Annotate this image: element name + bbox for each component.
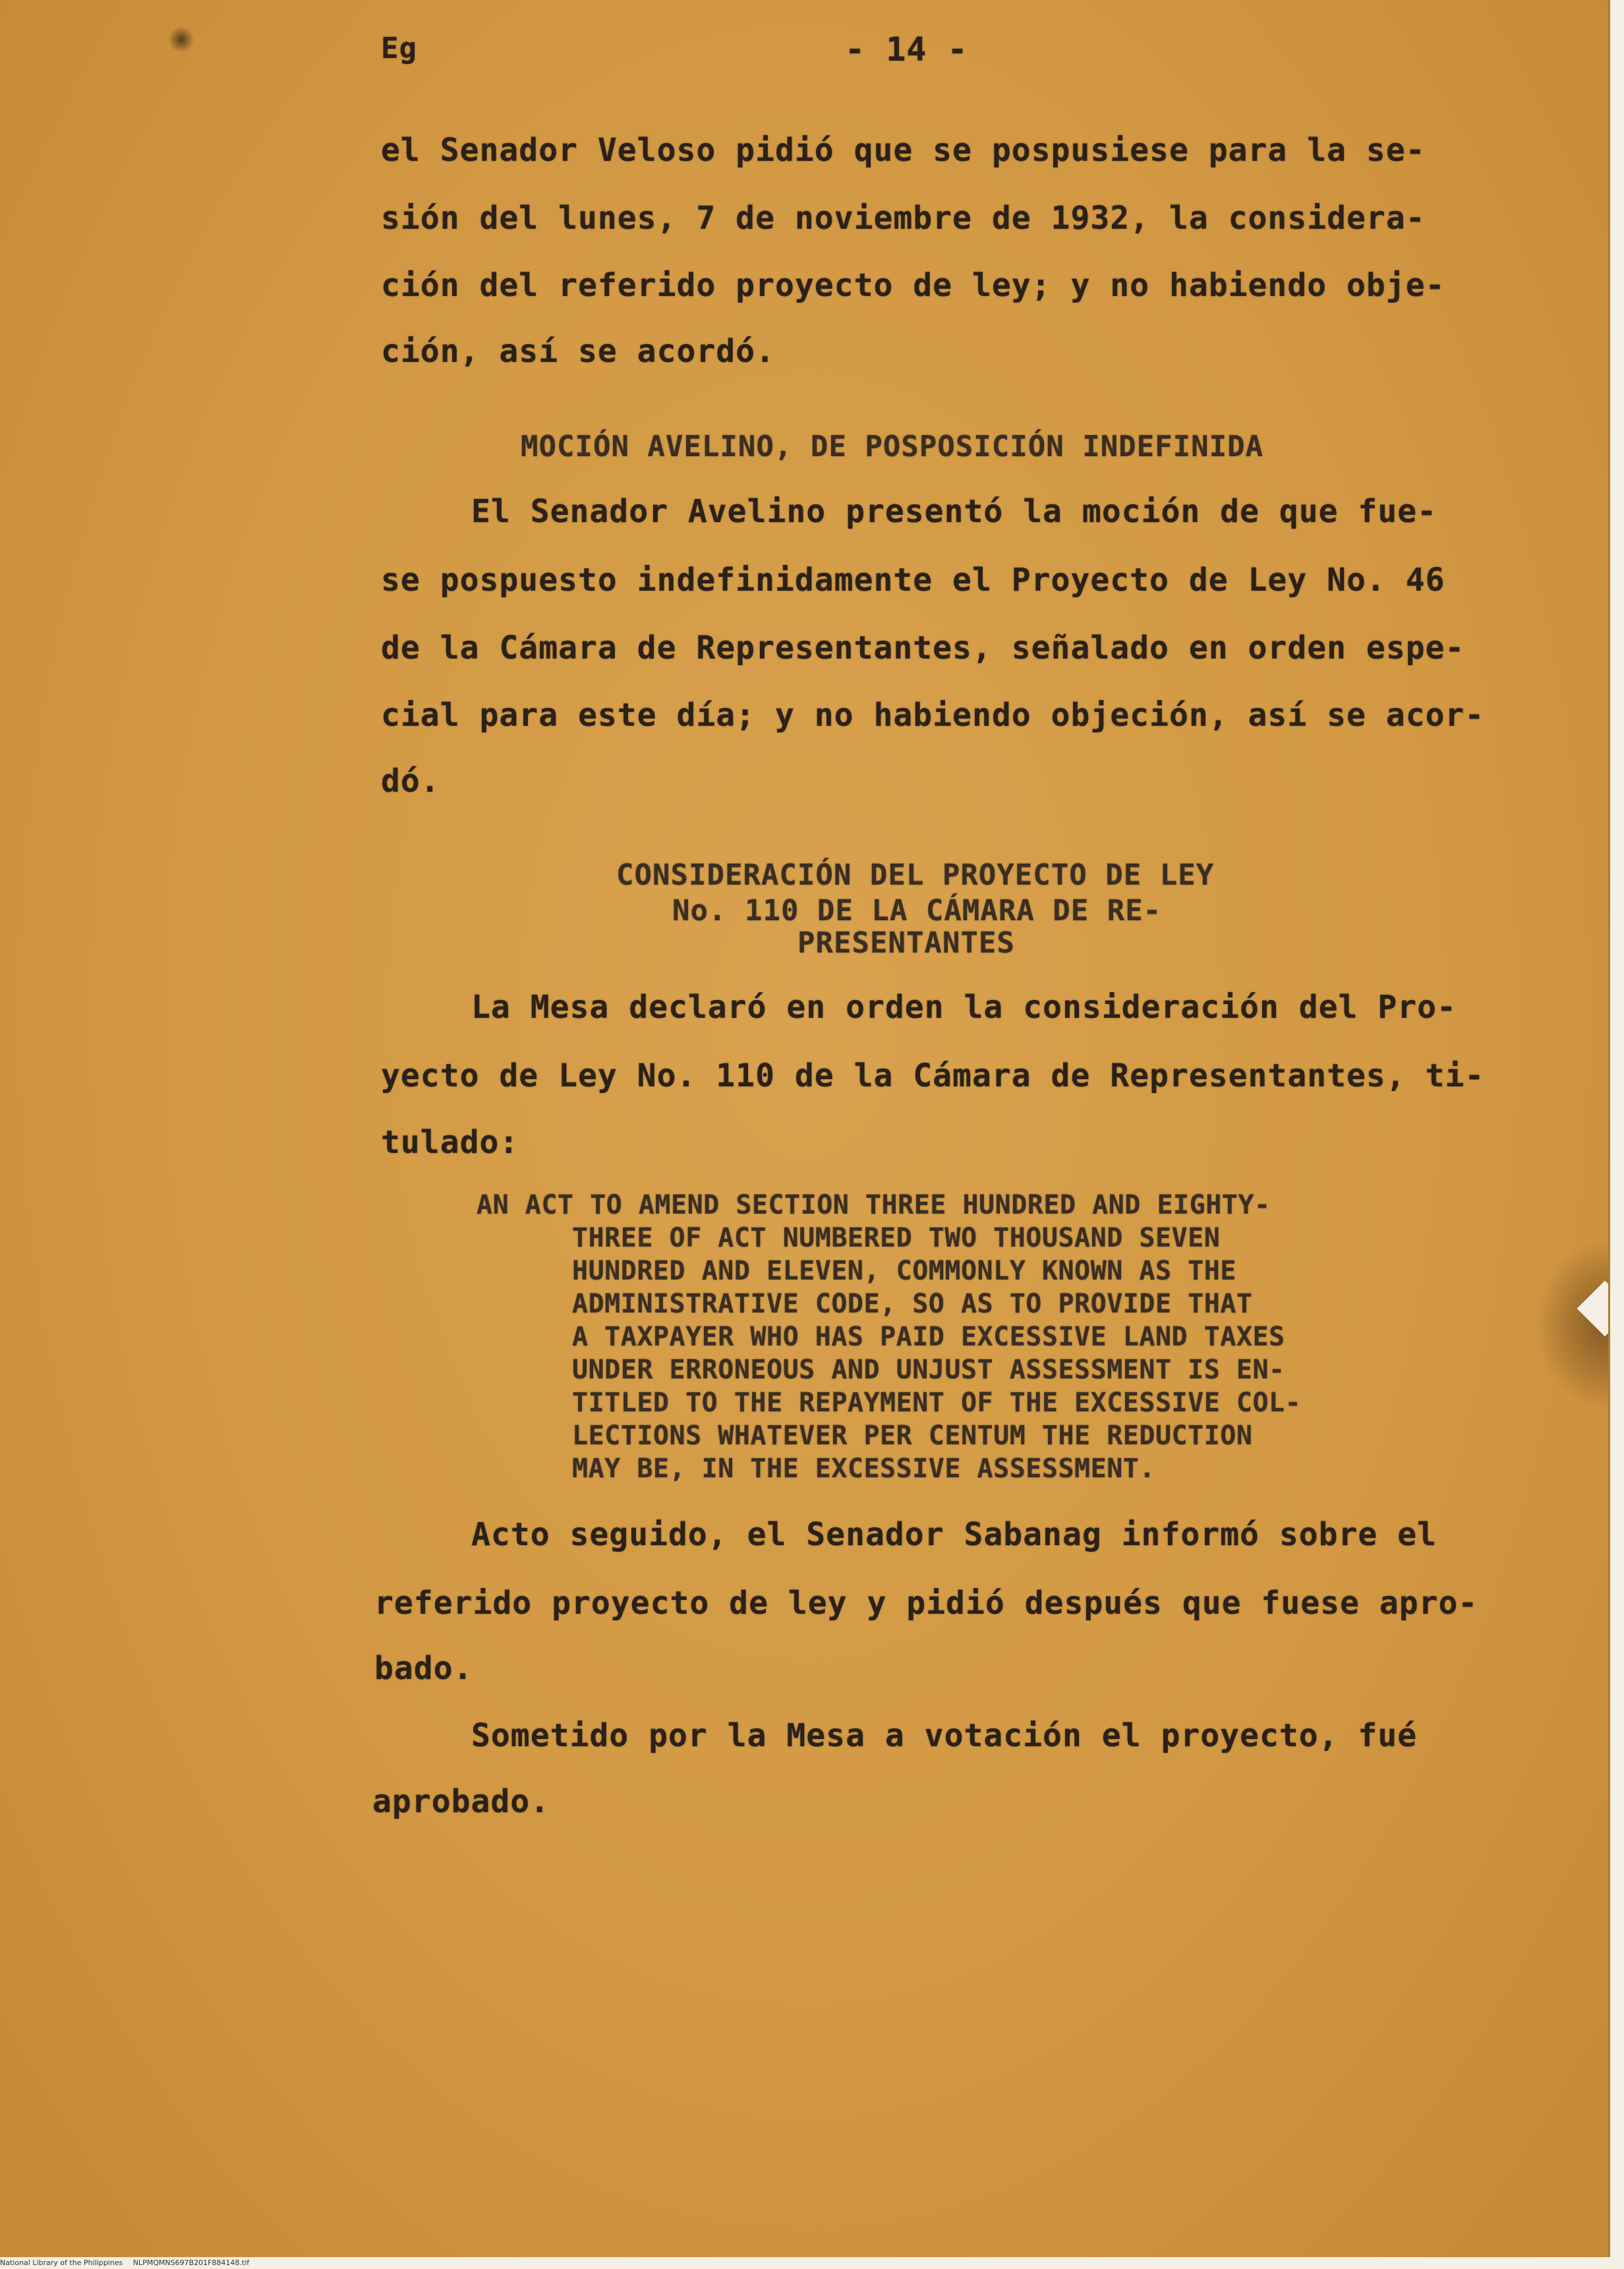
- paragraph-3-line-1: La Mesa declaró en orden la consideración del Pro-: [471, 989, 1457, 1026]
- typist-initials: Eg: [381, 32, 417, 65]
- page-number: - 14 -: [845, 30, 968, 69]
- paragraph-5-line-2: aprobado.: [372, 1783, 550, 1820]
- section-heading-consideracion-line-2: No. 110 DE LA CÁMARA DE RE-: [672, 894, 1162, 928]
- section-heading-consideracion-line-1: CONSIDERACIÓN DEL PROYECTO DE LEY: [616, 858, 1215, 892]
- paragraph-2-line-5: dó.: [381, 763, 440, 800]
- paragraph-1-line-2: sión del lunes, 7 de noviembre de 1932, la considera-: [381, 200, 1426, 237]
- section-heading-consideracion-line-3: PRESENTANTES: [798, 926, 1015, 960]
- paragraph-3-line-2: yecto de Ley No. 110 de la Cámara de Representantes, ti-: [381, 1057, 1485, 1094]
- paragraph-4-line-1: Acto seguido, el Senador Sabanag informó sobre el: [471, 1516, 1437, 1553]
- paragraph-4-line-3: bado.: [374, 1650, 473, 1687]
- paragraph-5-line-1: Sometido por la Mesa a votación el proyecto, fué: [471, 1717, 1418, 1754]
- paragraph-2-line-1: El Senador Avelino presentó la moción de que fue-: [471, 493, 1437, 530]
- scan-footer: [0, 2257, 1624, 2269]
- paragraph-3-line-3: tulado:: [381, 1124, 519, 1161]
- act-title-line-3: HUNDRED AND ELEVEN, COMMONLY KNOWN AS THE: [572, 1256, 1236, 1286]
- paragraph-1-line-1: el Senador Veloso pidió que se pospusiese para la se-: [381, 132, 1426, 169]
- file-id: NLPMQMNS697B201F884148.tif: [132, 2258, 250, 2267]
- act-title-line-6: UNDER ERRONEOUS AND UNJUST ASSESSMENT IS EN-: [572, 1355, 1285, 1385]
- paragraph-2-line-3: de la Cámara de Representantes, señalado en orden espe-: [381, 630, 1465, 666]
- act-title-line-4: ADMINISTRATIVE CODE, SO AS TO PROVIDE THAT: [572, 1289, 1253, 1319]
- act-title-line-5: A TAXPAYER WHO HAS PAID EXCESSIVE LAND TAXES: [572, 1322, 1285, 1352]
- section-heading-mocion-avelino: MOCIÓN AVELINO, DE POSPOSICIÓN INDEFINIDA: [521, 430, 1264, 463]
- act-title-line-7: TITLED TO THE REPAYMENT OF THE EXCESSIVE COL-: [572, 1388, 1302, 1418]
- act-title-line-2: THREE OF ACT NUMBERED TWO THOUSAND SEVEN: [572, 1223, 1221, 1253]
- paragraph-2-line-4: cial para este día; y no habiendo objeción, así se acor-: [381, 697, 1485, 734]
- ink-speck: [168, 26, 194, 53]
- paragraph-4-line-2: referido proyecto de ley y pidió después que fuese apro-: [374, 1585, 1478, 1622]
- act-title-line-8: LECTIONS WHATEVER PER CENTUM THE REDUCTION: [572, 1421, 1253, 1451]
- paragraph-1-line-3: ción del referido proyecto de ley; y no habiendo obje-: [381, 267, 1445, 304]
- paragraph-1-line-4: ción, así se acordó.: [381, 333, 775, 370]
- act-title-line-9: MAY BE, IN THE EXCESSIVE ASSESSMENT.: [572, 1454, 1155, 1484]
- paragraph-2-line-2: se pospuesto indefinidamente el Proyecto de Ley No. 46: [381, 562, 1445, 599]
- act-title-line-1: AN ACT TO AMEND SECTION THREE HUNDRED AND EIGHTY-: [477, 1190, 1271, 1220]
- library-credit: National Library of the Philippines: [0, 2258, 123, 2267]
